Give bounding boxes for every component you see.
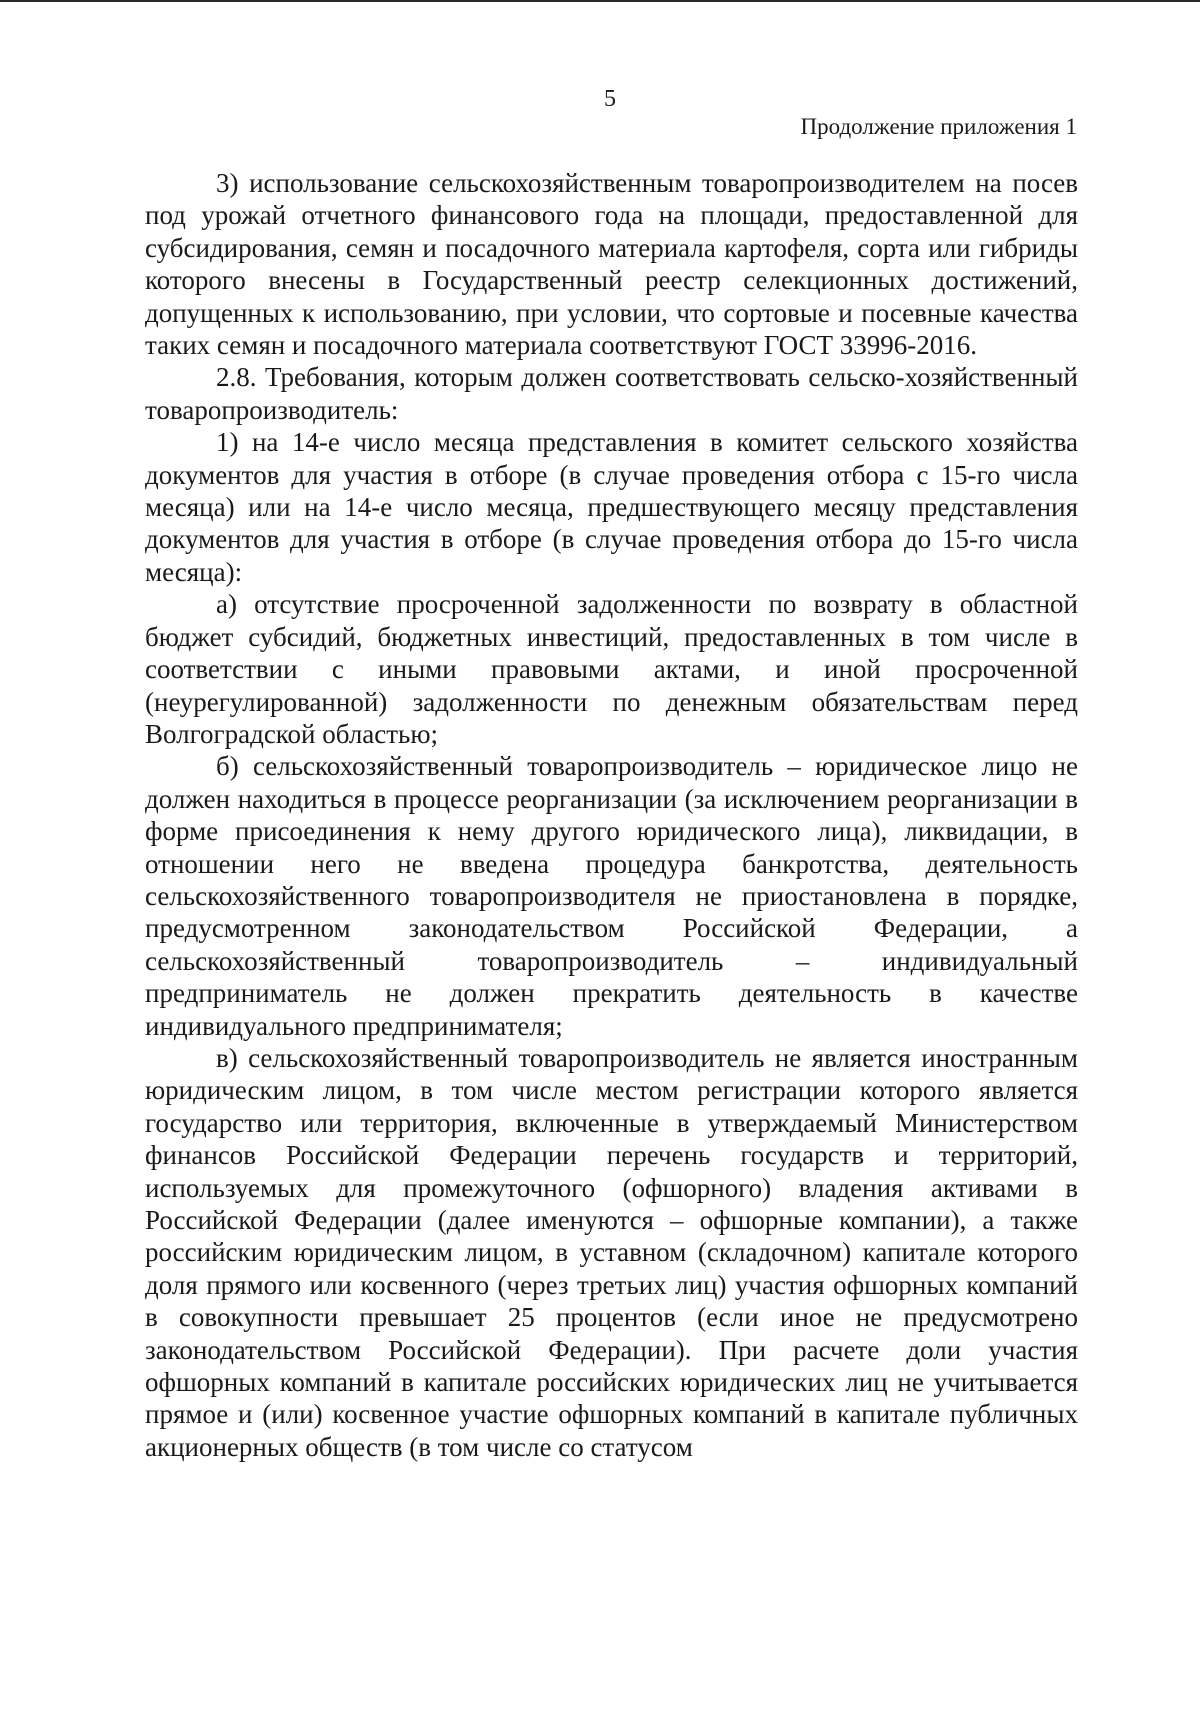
appendix-continuation-note: Продолжение приложения 1	[800, 114, 1077, 139]
page-number: 5	[604, 86, 616, 112]
paragraph-item-a-debt: а) отсутствие просроченной задолженности по возврату в областной бюджет субсидий, бюджетных инвестиций, предоставленных в том числе в соответствии с иными правовыми актами, и иной просроченной (неурегулированной) задолженности по денежным обязательствам перед Волгоградской областью;	[145, 589, 1078, 749]
paragraph-item-b-reorganization: б) сельскохозяйственный товаропроизводитель – юридическое лицо не должен находиться в процессе реорганизации (за исключением реорганизации в форме присоединения к нему другого юридического лица), ликвидации, в отношении него не введена процедура банкротства, деятельность сельскохозяйственного товаропроизводителя не приостановлена в порядке, предусмотренном законодательством Российской Федерации, а сельскохозяйственный товаропроизводитель – индивидуальный предприниматель не должен прекратить деятельность в качестве индивидуального предпринимателя;	[145, 751, 1078, 1041]
document-body	[145, 167, 1078, 1463]
paragraph-item-v-offshore: в) сельскохозяйственный товаропроизводитель не является иностранным юридическим лицом, в том числе местом регистрации которого является государство или территория, включенные в утверждаемый Министерством финансов Российской Федерации перечень государств и территорий, используемых для промежуточного (офшорного) владения активами в Российской Федерации (далее именуются – офшорные компании), а также российским юридическим лицом, в уставном (складочном) капитале которого доля прямого или косвенного (через третьих лиц) участия офшорных компаний в совокупности превышает 25 процентов (если иное не предусмотрено законодательством Российской Федерации). При расчете доли участия офшорных компаний в капитале российских юридических лиц не учитывается прямое и (или) косвенное участие офшорных компаний в капитале публичных акционерных обществ (в том числе со статусом	[145, 1042, 1078, 1462]
paragraph-section-2-8: 2.8. Требования, которым должен соответствовать сельско-хозяйственный товаропроизводитель:	[145, 362, 1078, 425]
paragraph-item-1-date: 1) на 14-е число месяца представления в комитет сельского хозяйства документов для участия в отборе (в случае проведения отбора с 15-го числа месяца) или на 14-е число месяца, предшествующего месяцу представления документов для участия в отборе (в случае проведения отбора до 15-го числа месяца):	[145, 427, 1078, 587]
scan-edge-line	[0, 0, 1200, 2]
paragraph-item-3-seeds: 3) использование сельскохозяйственным товаропроизводителем на посев под урожай отчетного финансового года на площади, предоставленной для субсидирования, семян и посадочного материала картофеля, сорта или гибриды которого внесены в Государственный реестр селекционных достижений, допущенных к использованию, при условии, что сортовые и посевные качества таких семян и посадочного материала соответствуют ГОСТ 33996-2016.	[145, 168, 1078, 361]
